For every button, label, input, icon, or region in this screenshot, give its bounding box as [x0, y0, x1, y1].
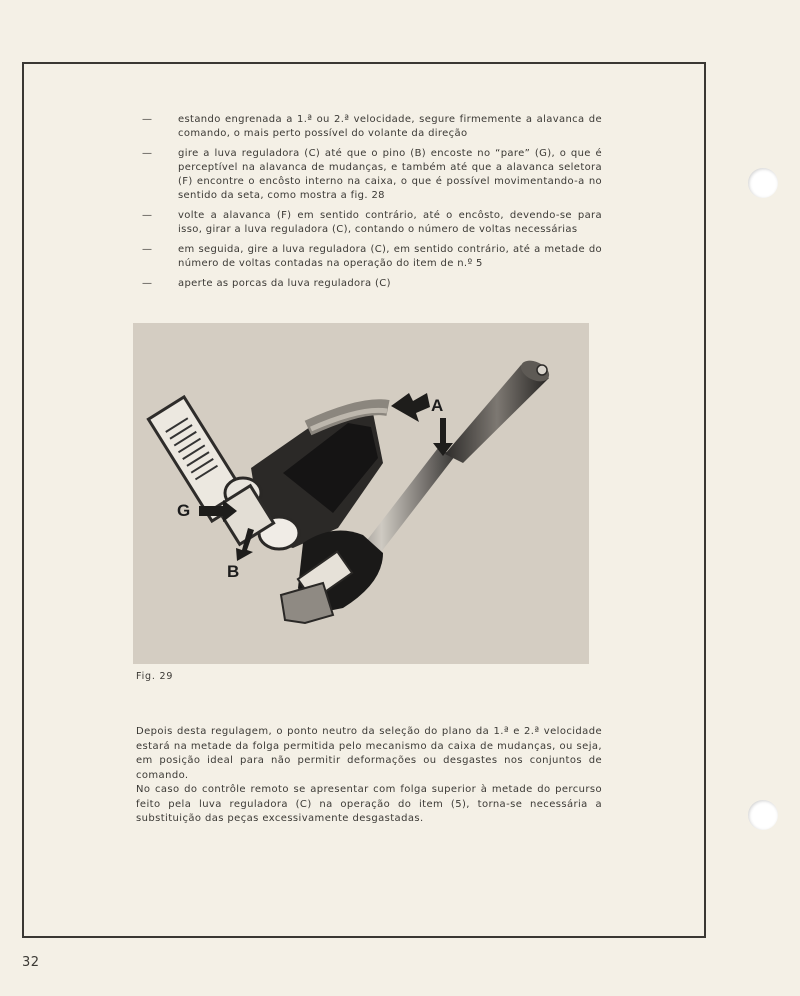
figure-caption: Fig. 29 [136, 671, 174, 682]
list-item: — estando engrenada a 1.ª ou 2.ª velocidade, segure firmemente a alavanca de comando, o mais perto possível do volante da direção [142, 114, 602, 139]
binder-hole-top [748, 168, 778, 198]
list-item: — aperte as porcas da luva reguladora (C) [142, 278, 391, 289]
mechanism-illustration [133, 323, 589, 664]
page-number: 32 [22, 955, 40, 970]
paragraph-worn-parts: No caso do contrôle remoto se apresentar com folga superior à metade do percurso feito pela luva reguladora (C) na operação do item (5), torna-se necessária a substituição das peças excessivamente desgastadas. [136, 784, 602, 824]
gearshift-mechanism-photo [133, 323, 589, 664]
dash-marker: — [142, 210, 153, 221]
label-b: B [227, 562, 240, 581]
dash-marker: — [142, 278, 153, 289]
dash-marker: — [142, 244, 153, 255]
list-item: — em seguida, gire a luva reguladora (C), em sentido contrário, até a metade do número de voltas contadas na operação do item de n.º 5 [142, 244, 602, 269]
label-g: G [177, 501, 191, 520]
list-item: — gire a luva reguladora (C) até que o pino (B) encoste no “pare” (G), o que é perceptível na alavanca de mudanças, e também até que a alavanca seletora (F) encontre o encôsto interno na caixa, o que é possível movimentando-a no sentido da seta, como mostra a fig. 28 [142, 148, 602, 201]
dash-marker: — [142, 114, 153, 125]
binder-hole-bottom [748, 800, 778, 830]
list-item: — volte a alavanca (F) em sentido contrário, até o encôsto, devendo-se para isso, girar a luva reguladora (C), contando o número de voltas necessárias [142, 210, 602, 235]
label-a: A [431, 396, 444, 415]
dash-marker: — [142, 148, 153, 159]
instruction-list [142, 113, 602, 297]
paragraph-regulation-result: Depois desta regulagem, o ponto neutro da seleção do plano da 1.ª e 2.ª velocidade estará na metade da folga permitida pelo mecanismo da caixa de mudanças, ou seja, em posição ideal para não permitir deformações ou desgastes nos conjuntos de comando. [136, 726, 602, 781]
